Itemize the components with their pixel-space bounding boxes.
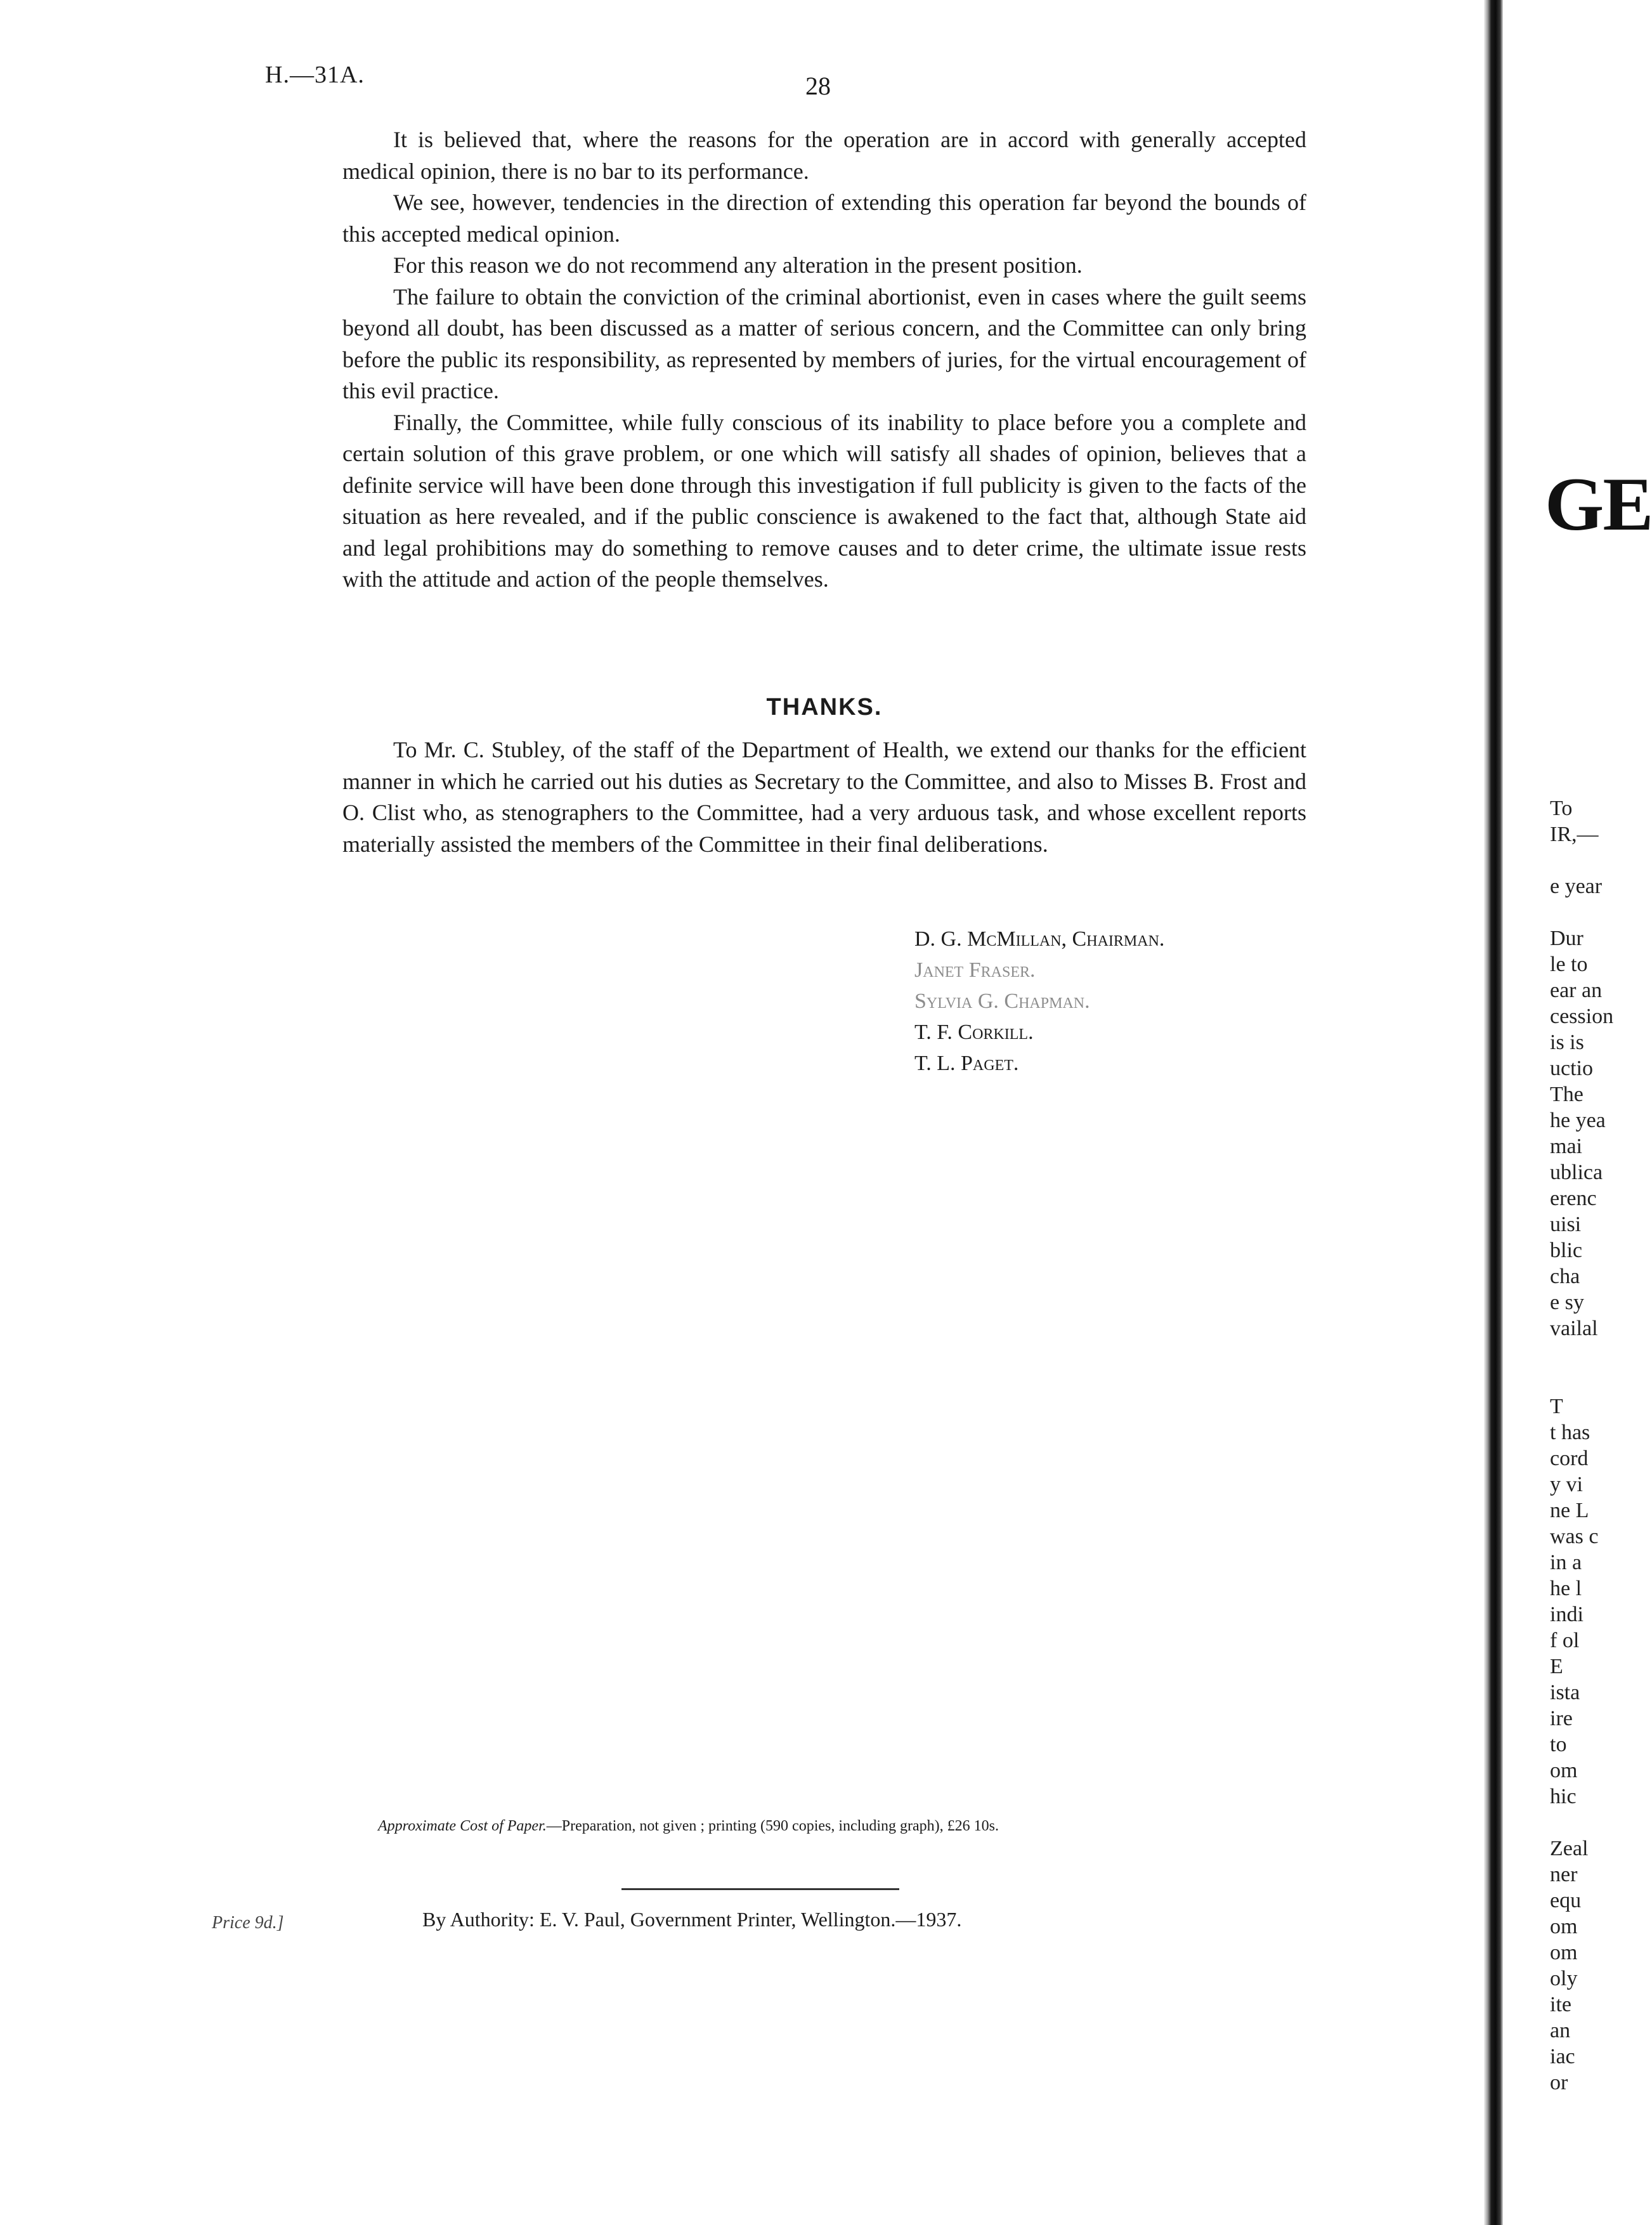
adjacent-text-fragment: indi xyxy=(1550,1603,1584,1626)
signature-list xyxy=(914,923,1164,1079)
adjacent-text-fragment: ner xyxy=(1550,1863,1578,1886)
adjacent-page-text xyxy=(1550,795,1626,2096)
page-number: 28 xyxy=(805,72,831,100)
adjacent-text-fragment: cha xyxy=(1550,1265,1580,1288)
signature: T. L. Paget. xyxy=(914,1052,1019,1075)
printer-imprint: By Authority: E. V. Paul, Government Printer, Wellington.—1937. xyxy=(422,1908,962,1931)
adjacent-text-fragment: iac xyxy=(1550,2045,1575,2068)
adjacent-text-fragment: he yea xyxy=(1550,1109,1606,1132)
thanks-section xyxy=(342,734,1306,860)
adjacent-text-fragment: cord xyxy=(1550,1447,1589,1470)
adjacent-text-fragment: ublica xyxy=(1550,1161,1603,1184)
adjacent-text-fragment: to xyxy=(1550,1733,1567,1756)
adjacent-text-fragment xyxy=(1550,899,1626,925)
adjacent-text-fragment: ne L xyxy=(1550,1499,1589,1522)
adjacent-page-fragment xyxy=(1484,0,1652,2225)
adjacent-text-fragment xyxy=(1550,1367,1626,1393)
signature-chairman: D. G. McMillan, Chairman. xyxy=(914,927,1165,951)
adjacent-text-fragment: or xyxy=(1550,2071,1568,2094)
adjacent-text-fragment: oly xyxy=(1550,1967,1578,1990)
adjacent-text-fragment xyxy=(1550,847,1626,873)
adjacent-text-fragment xyxy=(1550,1341,1626,1367)
adjacent-text-fragment: y vi xyxy=(1550,1473,1583,1496)
body-paragraph: We see, however, tendencies in the direction of extending this operation far beyond the bounds of this accepted medical opinion. xyxy=(342,190,1306,247)
thanks-paragraph: To Mr. C. Stubley, of the staff of the Department of Health, we extend our thanks for the efficient manner in which he carried out his duties as Secretary to the Committee, and also to Misses B. Frost and O. Clist who, as stenographers to the Committee, had a very arduous task, and whose excellent reports materially assisted the members of the Committee in their final deliberations. xyxy=(342,737,1306,857)
adjacent-text-fragment: is is xyxy=(1550,1031,1584,1054)
adjacent-text-fragment: e sy xyxy=(1550,1291,1584,1314)
adjacent-text-fragment: mai xyxy=(1550,1135,1582,1158)
adjacent-text-fragment: The xyxy=(1550,1083,1584,1106)
adjacent-text-fragment: erenc xyxy=(1550,1187,1597,1210)
adjacent-text-fragment: in a xyxy=(1550,1551,1582,1574)
body-paragraph: The failure to obtain the conviction of the criminal abortionist, even in cases where the guilt seems beyond all doubt, has been discussed as a matter of serious concern, and the Committee can only bring before the public its responsibility, as represented by members of juries, for the virtual encouragement of this evil practice. xyxy=(342,284,1306,403)
signature: Janet Fraser. xyxy=(914,958,1036,982)
signature: Sylvia G. Chapman. xyxy=(914,989,1090,1013)
adjacent-text-fragment: vailal xyxy=(1550,1317,1598,1340)
signature: T. F. Corkill. xyxy=(914,1021,1034,1044)
adjacent-text-fragment: om xyxy=(1550,1941,1578,1964)
adjacent-text-fragment: uctio xyxy=(1550,1057,1593,1080)
adjacent-text-fragment: equ xyxy=(1550,1889,1582,1912)
report-body xyxy=(342,124,1306,596)
adjacent-text-fragment: om xyxy=(1550,1915,1578,1938)
adjacent-text-fragment: Zeal xyxy=(1550,1837,1589,1860)
adjacent-text-fragment: E xyxy=(1550,1655,1563,1678)
binding-shadow xyxy=(1484,0,1503,2225)
adjacent-text-fragment: om xyxy=(1550,1759,1578,1782)
adjacent-text-fragment: was c xyxy=(1550,1525,1599,1548)
report-reference: H.—31A. xyxy=(265,62,365,88)
body-paragraph: Finally, the Committee, while fully conscious of its inability to place before you a complete and certain solution of this grave problem, or one which will satisfy all shades of opinion, believes that a definite service will have been done through this investigation if full publicity is given to the facts of the situation as here revealed, and if the public conscience is awakened to the fact that, although State aid and legal prohibitions may do something to remove causes and to deter crime, the ultimate issue rests with the attitude and action of the people themselves. xyxy=(342,409,1306,592)
adjacent-text-fragment: an xyxy=(1550,2019,1571,2042)
adjacent-text-fragment: uisi xyxy=(1550,1213,1582,1236)
adjacent-text-fragment: he l xyxy=(1550,1577,1582,1600)
thanks-heading: THANKS. xyxy=(766,694,883,721)
cost-text: —Preparation, not given ; printing (590 copies, including graph), £26 10s. xyxy=(546,1818,999,1834)
divider xyxy=(621,1888,899,1890)
cost-label: Approximate Cost of Paper. xyxy=(378,1818,547,1834)
adjacent-text-fragment: t has xyxy=(1550,1421,1590,1444)
adjacent-text-fragment: ista xyxy=(1550,1681,1580,1704)
adjacent-text-fragment: IR,— xyxy=(1550,823,1599,846)
cost-note xyxy=(378,1818,1329,1835)
adjacent-text-fragment: blic xyxy=(1550,1239,1582,1262)
price-note: Price 9d.] xyxy=(212,1913,284,1933)
adjacent-text-fragment: cession xyxy=(1550,1005,1614,1028)
adjacent-text-fragment: e year xyxy=(1550,875,1603,898)
adjacent-text-fragment xyxy=(1550,1810,1626,1836)
adjacent-text-fragment: ite xyxy=(1550,1993,1571,2016)
adjacent-text-fragment: le to xyxy=(1550,953,1588,976)
adjacent-text-fragment: ear an xyxy=(1550,979,1603,1002)
body-paragraph: For this reason we do not recommend any alteration in the present position. xyxy=(393,252,1083,278)
adjacent-page-title: GE xyxy=(1545,462,1652,546)
adjacent-text-fragment: ire xyxy=(1550,1707,1573,1730)
adjacent-text-fragment: hic xyxy=(1550,1785,1577,1808)
adjacent-text-fragment: f ol xyxy=(1550,1629,1580,1652)
adjacent-text-fragment: Dur xyxy=(1550,927,1584,950)
body-paragraph: It is believed that, where the reasons for the operation are in accord with generally accepted medical opinion, there is no bar to its performance. xyxy=(342,127,1306,184)
adjacent-text-fragment: T xyxy=(1550,1395,1563,1418)
adjacent-text-fragment: To xyxy=(1550,797,1573,820)
